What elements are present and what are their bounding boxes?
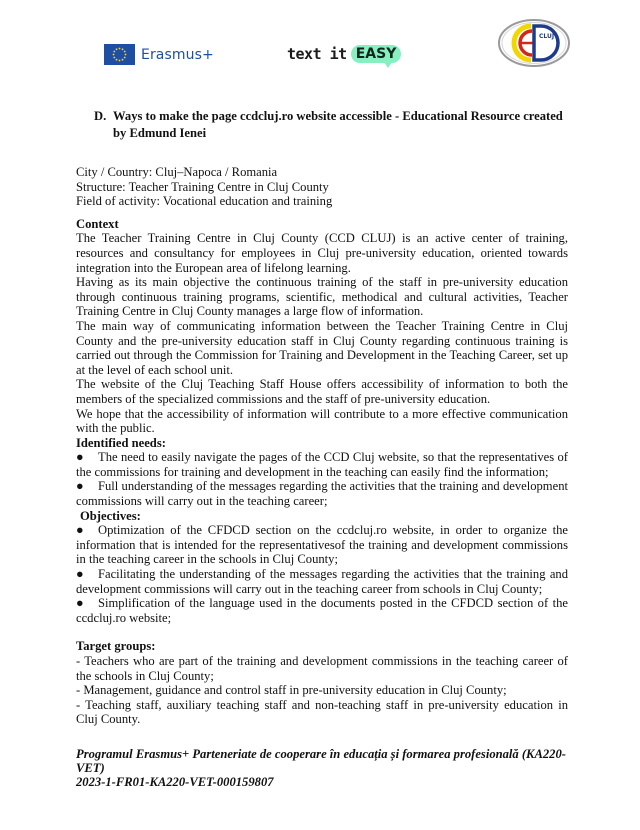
text-it-logo-text: text it — [287, 45, 347, 63]
bullet-icon: ● — [76, 523, 84, 538]
objectives-heading: Objectives: — [80, 508, 141, 523]
context-paragraph: The main way of communicating information between the Teacher Training Centre in Cluj County and the pre-university education staff in Cluj County regarding continuous training is carried out through the Commission for Training and Development in the Teaching Career, set up at the level of each school unit. — [76, 318, 568, 377]
text-it-easy-logo — [287, 45, 401, 63]
bullet-icon: ● — [76, 596, 84, 611]
eu-flag-icon — [104, 44, 135, 65]
document-body — [76, 108, 568, 789]
bullet-icon: ● — [76, 450, 84, 465]
target-group-item: - Teaching staff, auxiliary teaching staff and non-teaching staff in pre-university education in Cluj County. — [76, 697, 568, 727]
context-paragraph: Having as its main objective the continuous training of the staff in pre-university education through continuous training programs, scientific, methodical and cultural activities, Teacher Training Centre in Cluj County manages a large flow of information. — [76, 275, 568, 319]
needs-list-item — [76, 450, 568, 479]
identified-needs-section — [76, 436, 568, 509]
target-group-item: - Management, guidance and control staff in pre-university education in Cluj County; — [76, 683, 507, 698]
programme-name: Programul Erasmus+ Parteneriate de cooperare în educația și formarea profesională (KA220-VET) — [76, 746, 566, 775]
context-paragraph: We hope that the accessibility of information will contribute to a more effective communication with the public. — [76, 406, 568, 436]
bullet-icon: ● — [76, 567, 84, 582]
meta-structure: Structure: Teacher Training Centre in Cluj County — [76, 179, 329, 194]
easy-speech-bubble: EASY — [351, 45, 402, 63]
target-group-item: - Teachers who are part of the training and development commissions in the teaching career of the schools in Cluj County; — [76, 654, 568, 683]
meta-city-country: City / Country: Cluj–Napoca / Romania — [76, 165, 278, 179]
context-paragraph: The Teacher Training Centre in Cluj County (CCD CLUJ) is an active center of training, resources and consultancy for employees in Cluj pre-university education, oriented towards integration into the European area of lifelong learning. — [76, 231, 568, 275]
needs-item-text: The need to easily navigate the pages of the CCD Cluj website, so that the representatives of the commissions for training and development in the teaching can easily find the information; — [76, 450, 568, 479]
document-title — [94, 108, 568, 142]
objectives-list-item — [76, 567, 568, 596]
ccd-cluj-emblem-icon — [497, 18, 571, 68]
objective-item-text: Optimization of the CFDCD section on the ccdcluj.ro website, in order to organize the information that is intended for the representativesof the training and development commissions in the teaching career in the schools in Cluj County; — [76, 523, 568, 567]
svg-text:CLUJ: CLUJ — [539, 33, 555, 40]
needs-item-text: Full understanding of the messages regarding the activities that the training and development commissions will carry out in the teaching career; — [76, 479, 568, 509]
context-section — [76, 217, 568, 436]
title-text: Ways to make the page ccdcluj.ro website accessible - Educational Resource created by Edmund Ienei — [113, 109, 563, 140]
ccd-cluj-logo — [497, 18, 571, 68]
target-groups-section — [76, 639, 568, 727]
needs-list-item — [76, 479, 568, 508]
project-footer — [76, 747, 568, 789]
objective-item-text: Simplification of the language used in the documents posted in the CFDCD section of the ccdcluj.ro website; — [76, 596, 568, 625]
bullet-icon: ● — [76, 479, 84, 494]
context-paragraph: The website of the Cluj Teaching Staff House offers accessibility of information to both the members of the specialized commissions and the staff of pre-university education. — [76, 377, 568, 406]
identified-needs-heading: Identified needs: — [76, 435, 166, 450]
meta-info — [76, 165, 568, 209]
meta-field-of-activity: Field of activity: Vocational education and training — [76, 194, 333, 209]
context-heading: Context — [76, 216, 119, 231]
objectives-section — [76, 509, 568, 626]
erasmus-logo-text: Erasmus+ — [141, 46, 214, 63]
objective-item-text: Facilitating the understanding of the messages regarding the activities that the training and development commissions will carry out in the teaching career from schools in Cluj County; — [76, 567, 568, 596]
project-code: 2023-1-FR01-KA220-VET-000159807 — [76, 774, 274, 789]
objectives-list-item — [76, 596, 568, 625]
erasmus-logo — [104, 44, 214, 65]
title-list-marker: D. — [94, 109, 107, 123]
objectives-list-item — [76, 523, 568, 567]
target-groups-heading: Target groups: — [76, 639, 156, 654]
